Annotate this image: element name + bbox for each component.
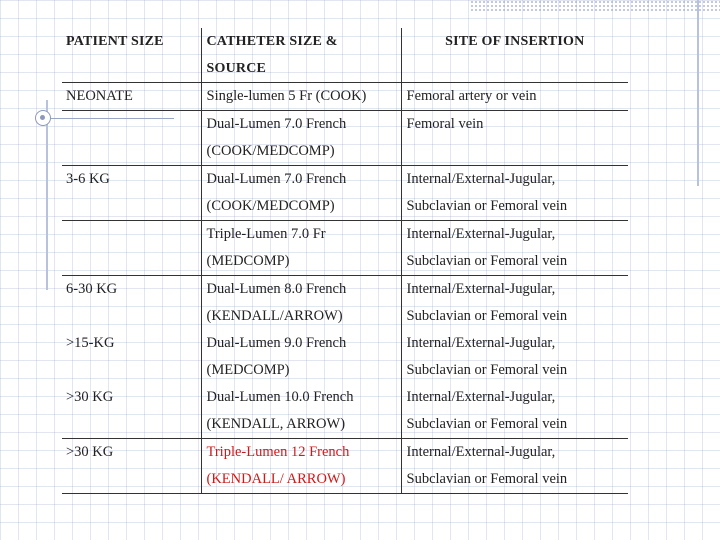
table-row [62, 166, 628, 221]
catheter-cell: Triple-Lumen 7.0 Fr (MEDCOMP) [201, 221, 401, 276]
site-cell: Internal/External-Jugular, Subclavian or Femoral vein [401, 330, 628, 384]
table-row [62, 83, 628, 111]
site-cell: Internal/External-Jugular, Subclavian or Femoral vein [401, 166, 628, 221]
site-cell: Internal/External-Jugular, Subclavian or Femoral vein [401, 276, 628, 331]
table-row [62, 111, 628, 166]
table-row [62, 221, 628, 276]
site-cell: Femoral artery or vein [401, 83, 628, 111]
catheter-cell: Dual-Lumen 7.0 French (COOK/MEDCOMP) [201, 111, 401, 166]
patient-size-cell: >30 KG [62, 384, 201, 439]
catheter-cell: Dual-Lumen 10.0 French (KENDALL, ARROW) [201, 384, 401, 439]
patient-size-cell: >15-KG [62, 330, 201, 384]
catheter-size-table [62, 28, 628, 494]
table-header-row [62, 28, 628, 83]
table-row [62, 276, 628, 331]
table-row [62, 384, 628, 439]
catheter-cell-highlighted: Triple-Lumen 12 French (KENDALL/ ARROW) [201, 439, 401, 494]
table-row-highlighted [62, 439, 628, 494]
catheter-cell: Dual-Lumen 7.0 French (COOK/MEDCOMP) [201, 166, 401, 221]
site-cell: Internal/External-Jugular, Subclavian or Femoral vein [401, 439, 628, 494]
site-cell: Internal/External-Jugular, Subclavian or Femoral vein [401, 221, 628, 276]
patient-size-cell [62, 221, 201, 276]
catheter-cell: Dual-Lumen 9.0 French (MEDCOMP) [201, 330, 401, 384]
decorative-vertical-line-right [697, 0, 699, 186]
decorative-vertical-line-left [46, 100, 48, 290]
header-site-of-insertion: SITE OF INSERTION [401, 28, 628, 83]
patient-size-cell: >30 KG [62, 439, 201, 494]
decorative-top-band [470, 0, 720, 12]
header-catheter-size-source: CATHETER SIZE & SOURCE [201, 28, 401, 83]
table-row [62, 330, 628, 384]
patient-size-cell [62, 111, 201, 166]
patient-size-cell: 3-6 KG [62, 166, 201, 221]
patient-size-cell: 6-30 KG [62, 276, 201, 331]
decorative-circle-icon [35, 110, 51, 126]
site-cell: Femoral vein [401, 111, 628, 166]
catheter-cell: Dual-Lumen 8.0 French (KENDALL/ARROW) [201, 276, 401, 331]
patient-size-cell: NEONATE [62, 83, 201, 111]
header-patient-size: PATIENT SIZE [62, 28, 201, 83]
catheter-cell: Single-lumen 5 Fr (COOK) [201, 83, 401, 111]
site-cell: Internal/External-Jugular, Subclavian or Femoral vein [401, 384, 628, 439]
